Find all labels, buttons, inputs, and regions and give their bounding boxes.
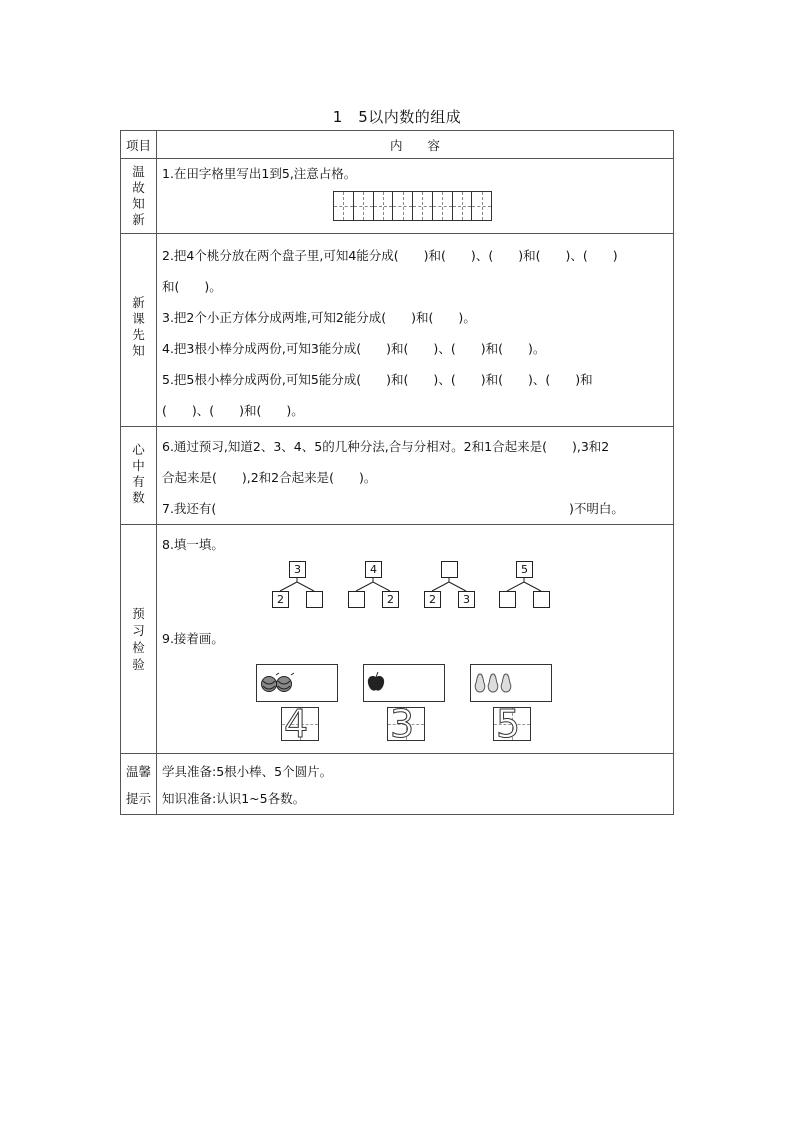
preview-content [157, 234, 674, 427]
question-4: 4.把3根小棒分成两份,可知3能分成( )和( )、( )和( )。 [162, 341, 546, 356]
question-3: 3.把2个小正方体分成两堆,可知2能分成( )和( )。 [162, 310, 476, 325]
preview-label-cell [121, 234, 157, 427]
tips-label-1: 温馨 [125, 764, 151, 779]
check-label-cell [121, 525, 157, 754]
question-1: 1.在田字格里写出1到5,注意占格。 [162, 166, 357, 181]
tree-1-right[interactable] [306, 591, 323, 608]
pear-icon [473, 671, 517, 697]
tree-2-left[interactable] [348, 591, 365, 608]
check-content [157, 525, 674, 754]
tips-label-2: 提示 [125, 791, 151, 806]
header-content: 内 容 [389, 137, 440, 153]
tree-4-top: 5 [516, 561, 533, 578]
tree-3-left: 2 [424, 591, 441, 608]
question-9: 9.接着画。 [162, 631, 224, 646]
question-6-line-1: 6.通过预习,知道2、3、4、5的几种分法,合与分相对。2和1合起来是( ),3和2 [162, 439, 610, 454]
tree-4-left[interactable] [499, 591, 516, 608]
tips-content [157, 754, 674, 815]
number-tree-1 [272, 561, 332, 615]
heart-label-cell [121, 427, 157, 525]
page-title: 1 5以内数的组成 [332, 108, 462, 126]
pear-frame[interactable] [470, 664, 552, 702]
tree-2-right[interactable]: 2 [382, 591, 399, 608]
apple-frame[interactable] [363, 664, 445, 702]
tree-3-right: 3 [458, 591, 475, 608]
header-item: 项目 [125, 137, 151, 153]
preview-label: 新 课 先 知 [132, 294, 145, 358]
tip-2: 知识准备:认识1~5各数。 [162, 791, 306, 806]
tree-2-top: 4 [365, 561, 382, 578]
check-label: 预 习 检 验 [132, 606, 145, 672]
question-2-line-2: 和( )。 [162, 279, 222, 294]
tianzige-grid[interactable] [333, 191, 492, 221]
header-item-cell [121, 131, 157, 159]
heart-content [157, 427, 674, 525]
digit-grid-3[interactable] [493, 702, 531, 746]
digit-5: 5 [496, 702, 521, 746]
question-5-line-2: ( )、( )和( )。 [162, 403, 304, 418]
question-6-line-2: 合起来是( ),2和2合起来是( )。 [162, 470, 377, 485]
tree-3-top[interactable] [441, 561, 458, 578]
tip-1: 学具准备:5根小棒、5个圆片。 [162, 764, 333, 779]
digit-4: 4 [284, 702, 309, 746]
tree-4-right[interactable] [533, 591, 550, 608]
number-tree-4 [499, 561, 559, 615]
question-8: 8.填一填。 [162, 537, 224, 552]
worksheet-table [120, 130, 674, 815]
apple-icon [366, 671, 386, 695]
header-content-cell [157, 131, 674, 159]
review-content [157, 159, 674, 234]
tips-label-cell [121, 754, 157, 815]
watermelon-icon [260, 669, 300, 699]
digit-grid-1[interactable] [281, 702, 319, 746]
question-2-line-1: 2.把4个桃分放在两个盘子里,可知4能分成( )和( )、( )和( )、( ) [162, 248, 618, 263]
review-label-cell [121, 159, 157, 234]
review-label: 温 故 知 新 [132, 164, 145, 227]
tree-1-left[interactable]: 2 [272, 591, 289, 608]
digit-grid-2[interactable] [387, 702, 425, 746]
number-tree-3 [424, 561, 484, 615]
watermelon-frame[interactable] [256, 664, 338, 702]
digit-3: 3 [390, 702, 415, 746]
question-5-line-1: 5.把5根小棒分成两份,可知5能分成( )和( )、( )和( )、( )和 [162, 372, 593, 387]
heart-label: 心 中 有 数 [132, 442, 145, 505]
tree-1-top: 3 [289, 561, 306, 578]
question-7: 7.我还有( )不明白。 [162, 501, 624, 516]
number-tree-2 [348, 561, 408, 615]
